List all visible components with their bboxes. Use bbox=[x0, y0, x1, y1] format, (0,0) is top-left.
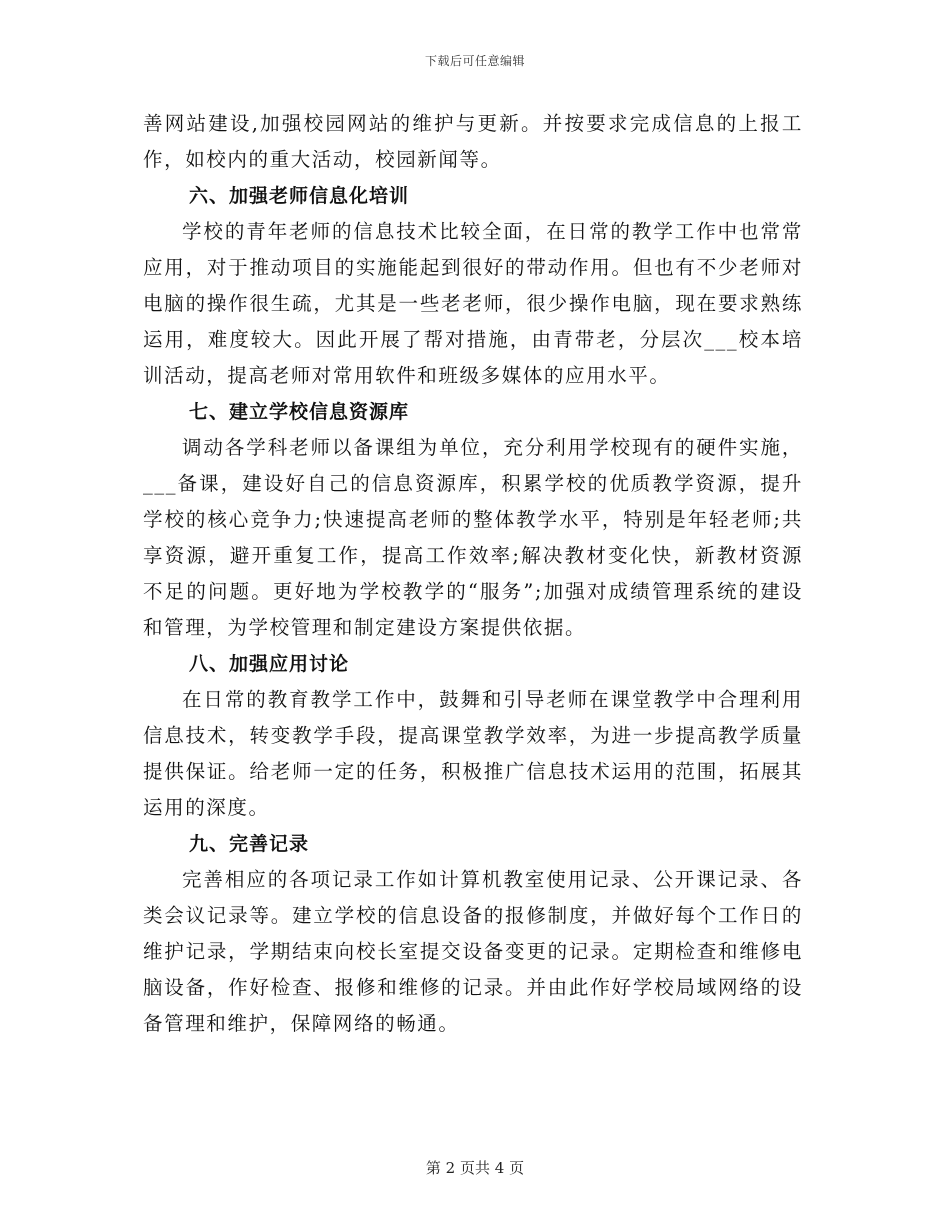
section-heading-6: 六、加强老师信息化培训 bbox=[189, 185, 410, 207]
section-heading-9: 九、完善记录 bbox=[189, 833, 310, 855]
intro-paragraph: 善网站建设,加强校园网站的维护与更新。并按要求完成信息的上报工作，如校内的重大活动，校园新闻等。 bbox=[143, 112, 803, 171]
section-heading-7: 七、建立学校信息资源库 bbox=[189, 401, 410, 423]
section-heading-8: 八、加强应用讨论 bbox=[189, 653, 350, 675]
page-footer: 第 2 页共 4 页 bbox=[425, 1159, 525, 1177]
section-paragraph-9: 完善相应的各项记录工作如计算机教室使用记录、公开课记录、各类会议记录等。建立学校的信息设备的报修制度，并做好每个工作日的维护记录，学期结束向校长室提交设备变更的记录。定期检查和维修电脑设备，作好检查、报修和维修的记录。并由此作好学校局域网络的设备管理和维护，保障网络的畅通。 bbox=[143, 868, 803, 1035]
section-paragraph-8: 在日常的教育教学工作中，鼓舞和引导老师在课堂教学中合理利用信息技术，转变教学手段，提高课堂教学效率，为进一步提高教学质量提供保证。给老师一定的任务，积极推广信息技术运用的范围，拓展其运用的深度。 bbox=[143, 688, 803, 819]
section-paragraph-6: 学校的青年老师的信息技术比较全面，在日常的教学工作中也常常应用，对于推动项目的实施能起到很好的带动作用。但也有不少老师对电脑的操作很生疏，尤其是一些老老师，很少操作电脑，现在要求熟练运用，难度较大。因此开展了帮对措施，由青带老，分层次___校本培训活动，提高老师对常用软件和班级多媒体的应用水平。 bbox=[143, 220, 803, 387]
page-header: 下载后可任意编辑 bbox=[424, 54, 525, 68]
section-paragraph-7: 调动各学科老师以备课组为单位，充分利用学校现有的硬件实施，___备课，建设好自己的信息资源库，积累学校的优质教学资源，提升学校的核心竞争力;快速提高老师的整体教学水平，特别是年轻老师;共享资源，避开重复工作，提高工作效率;解决教材变化快，新教材资源不足的问题。更好地为学校教学的“服务”;加强对成绩管理系统的建设和管理，为学校管理和制定建设方案提供依据。 bbox=[143, 436, 803, 639]
document-body bbox=[143, 106, 803, 1042]
